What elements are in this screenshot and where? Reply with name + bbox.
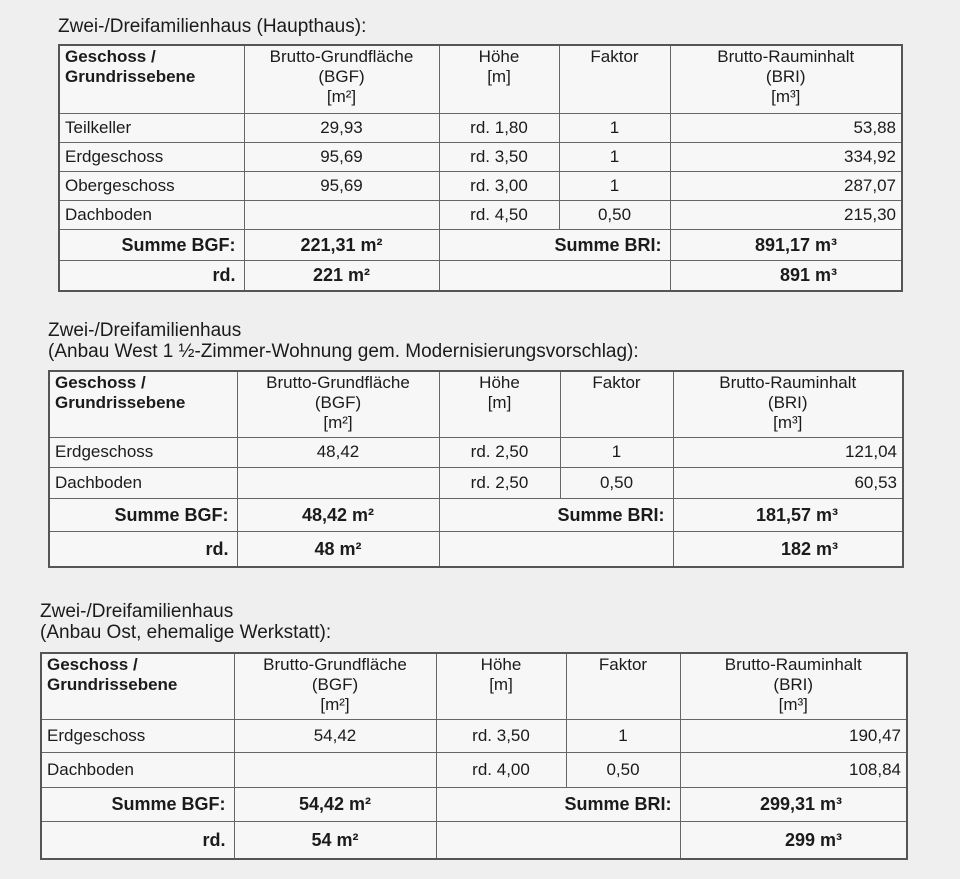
rd-bgf-value: 48 m² — [237, 531, 439, 567]
cell-faktor: 0,50 — [559, 200, 670, 229]
cell-faktor: 1 — [559, 142, 670, 171]
table-row — [59, 171, 902, 200]
rd-label: rd. — [59, 260, 244, 291]
cell-bgf: 48,42 — [237, 437, 439, 467]
cell-hoehe: rd. 2,50 — [439, 437, 560, 467]
table-row — [41, 752, 907, 787]
rd-bri-value: 891 m³ — [670, 260, 902, 291]
cell-hoehe: rd. 4,50 — [439, 200, 559, 229]
cell-faktor: 1 — [560, 437, 673, 467]
cell-faktor: 1 — [566, 719, 680, 752]
summe-bri-value: 299,31 m³ — [680, 787, 907, 821]
header-faktor: Faktor — [566, 653, 680, 719]
cell-bgf: 95,69 — [244, 171, 439, 200]
cell-bri: 287,07 — [670, 171, 902, 200]
rd-label: rd. — [49, 531, 237, 567]
summe-row — [59, 229, 902, 260]
summe-bgf-value: 54,42 m² — [234, 787, 436, 821]
rounded-row — [41, 821, 907, 859]
header-faktor: Faktor — [559, 45, 670, 113]
table-header-row — [41, 653, 907, 719]
summe-bgf-label: Summe BGF: — [49, 498, 237, 531]
table-row — [49, 467, 903, 498]
cell-hoehe: rd. 1,80 — [439, 113, 559, 142]
header-geschoss: Geschoss / Grundrissebene — [41, 653, 234, 719]
header-bgf: Brutto-Grundfläche (BGF) [m²] — [244, 45, 439, 113]
table-row — [59, 200, 902, 229]
cell-geschoss: Dachboden — [41, 752, 234, 787]
cell-bri: 60,53 — [673, 467, 903, 498]
section-subtitle: (Anbau Ost, ehemalige Werkstatt): — [40, 622, 332, 643]
header-faktor: Faktor — [560, 371, 673, 437]
rd-bgf-value: 54 m² — [234, 821, 436, 859]
header-bri: Brutto-Rauminhalt (BRI) [m³] — [673, 371, 903, 437]
summe-row — [49, 498, 903, 531]
section-anbau-west — [48, 320, 904, 568]
cell-faktor: 1 — [559, 171, 670, 200]
cell-bri: 215,30 — [670, 200, 902, 229]
anbau-ost-table — [40, 652, 908, 860]
section-anbau-ost — [40, 601, 908, 860]
header-bgf: Brutto-Grundfläche (BGF) [m²] — [237, 371, 439, 437]
cell-geschoss: Dachboden — [49, 467, 237, 498]
table-row — [59, 113, 902, 142]
summe-bgf-value: 48,42 m² — [237, 498, 439, 531]
summe-bgf-label: Summe BGF: — [41, 787, 234, 821]
header-bgf: Brutto-Grundfläche (BGF) [m²] — [234, 653, 436, 719]
cell-hoehe: rd. 3,50 — [439, 142, 559, 171]
header-hoehe: Höhe [m] — [439, 371, 560, 437]
rounded-row — [59, 260, 902, 291]
cell-bgf: 95,69 — [244, 142, 439, 171]
section-subtitle: (Anbau West 1 ½-Zimmer-Wohnung gem. Modernisierungsvorschlag): — [48, 341, 639, 362]
summe-bgf-label: Summe BGF: — [59, 229, 244, 260]
summe-bri-label: Summe BRI: — [439, 229, 670, 260]
cell-bri: 190,47 — [680, 719, 907, 752]
section-title: Zwei-/Dreifamilienhaus — [48, 320, 242, 341]
rd-bri-value: 299 m³ — [680, 821, 907, 859]
cell-hoehe: rd. 3,50 — [436, 719, 566, 752]
header-hoehe: Höhe [m] — [436, 653, 566, 719]
cell-geschoss: Dachboden — [59, 200, 244, 229]
rd-bri-value: 182 m³ — [673, 531, 903, 567]
section-title: Zwei-/Dreifamilienhaus — [40, 601, 234, 622]
empty-cell — [436, 821, 680, 859]
cell-geschoss: Erdgeschoss — [59, 142, 244, 171]
cell-bgf — [244, 200, 439, 229]
cell-bri: 334,92 — [670, 142, 902, 171]
table-header-row — [49, 371, 903, 437]
header-geschoss: Geschoss / Grundrissebene — [59, 45, 244, 113]
haupthaus-table — [58, 44, 903, 292]
anbau-west-table — [48, 370, 904, 568]
cell-faktor: 0,50 — [566, 752, 680, 787]
cell-geschoss: Erdgeschoss — [41, 719, 234, 752]
table-row — [59, 142, 902, 171]
cell-faktor: 0,50 — [560, 467, 673, 498]
empty-cell — [439, 531, 673, 567]
cell-bgf — [237, 467, 439, 498]
summe-row — [41, 787, 907, 821]
cell-geschoss: Erdgeschoss — [49, 437, 237, 467]
table-row — [49, 437, 903, 467]
cell-bgf: 54,42 — [234, 719, 436, 752]
summe-bri-label: Summe BRI: — [436, 787, 680, 821]
table-row — [41, 719, 907, 752]
cell-hoehe: rd. 4,00 — [436, 752, 566, 787]
section-title: Zwei-/Dreifamilienhaus (Haupthaus): — [58, 16, 367, 37]
summe-bgf-value: 221,31 m² — [244, 229, 439, 260]
cell-geschoss: Obergeschoss — [59, 171, 244, 200]
header-bri: Brutto-Rauminhalt (BRI) [m³] — [680, 653, 907, 719]
cell-bri: 108,84 — [680, 752, 907, 787]
cell-bri: 121,04 — [673, 437, 903, 467]
section-haupthaus — [58, 16, 903, 292]
cell-bri: 53,88 — [670, 113, 902, 142]
header-bri: Brutto-Rauminhalt (BRI) [m³] — [670, 45, 902, 113]
summe-bri-value: 891,17 m³ — [670, 229, 902, 260]
cell-hoehe: rd. 3,00 — [439, 171, 559, 200]
cell-hoehe: rd. 2,50 — [439, 467, 560, 498]
summe-bri-value: 181,57 m³ — [673, 498, 903, 531]
rounded-row — [49, 531, 903, 567]
table-header-row — [59, 45, 902, 113]
header-hoehe: Höhe [m] — [439, 45, 559, 113]
empty-cell — [439, 260, 670, 291]
rd-bgf-value: 221 m² — [244, 260, 439, 291]
cell-geschoss: Teilkeller — [59, 113, 244, 142]
cell-faktor: 1 — [559, 113, 670, 142]
cell-bgf — [234, 752, 436, 787]
cell-bgf: 29,93 — [244, 113, 439, 142]
summe-bri-label: Summe BRI: — [439, 498, 673, 531]
rd-label: rd. — [41, 821, 234, 859]
header-geschoss: Geschoss / Grundrissebene — [49, 371, 237, 437]
